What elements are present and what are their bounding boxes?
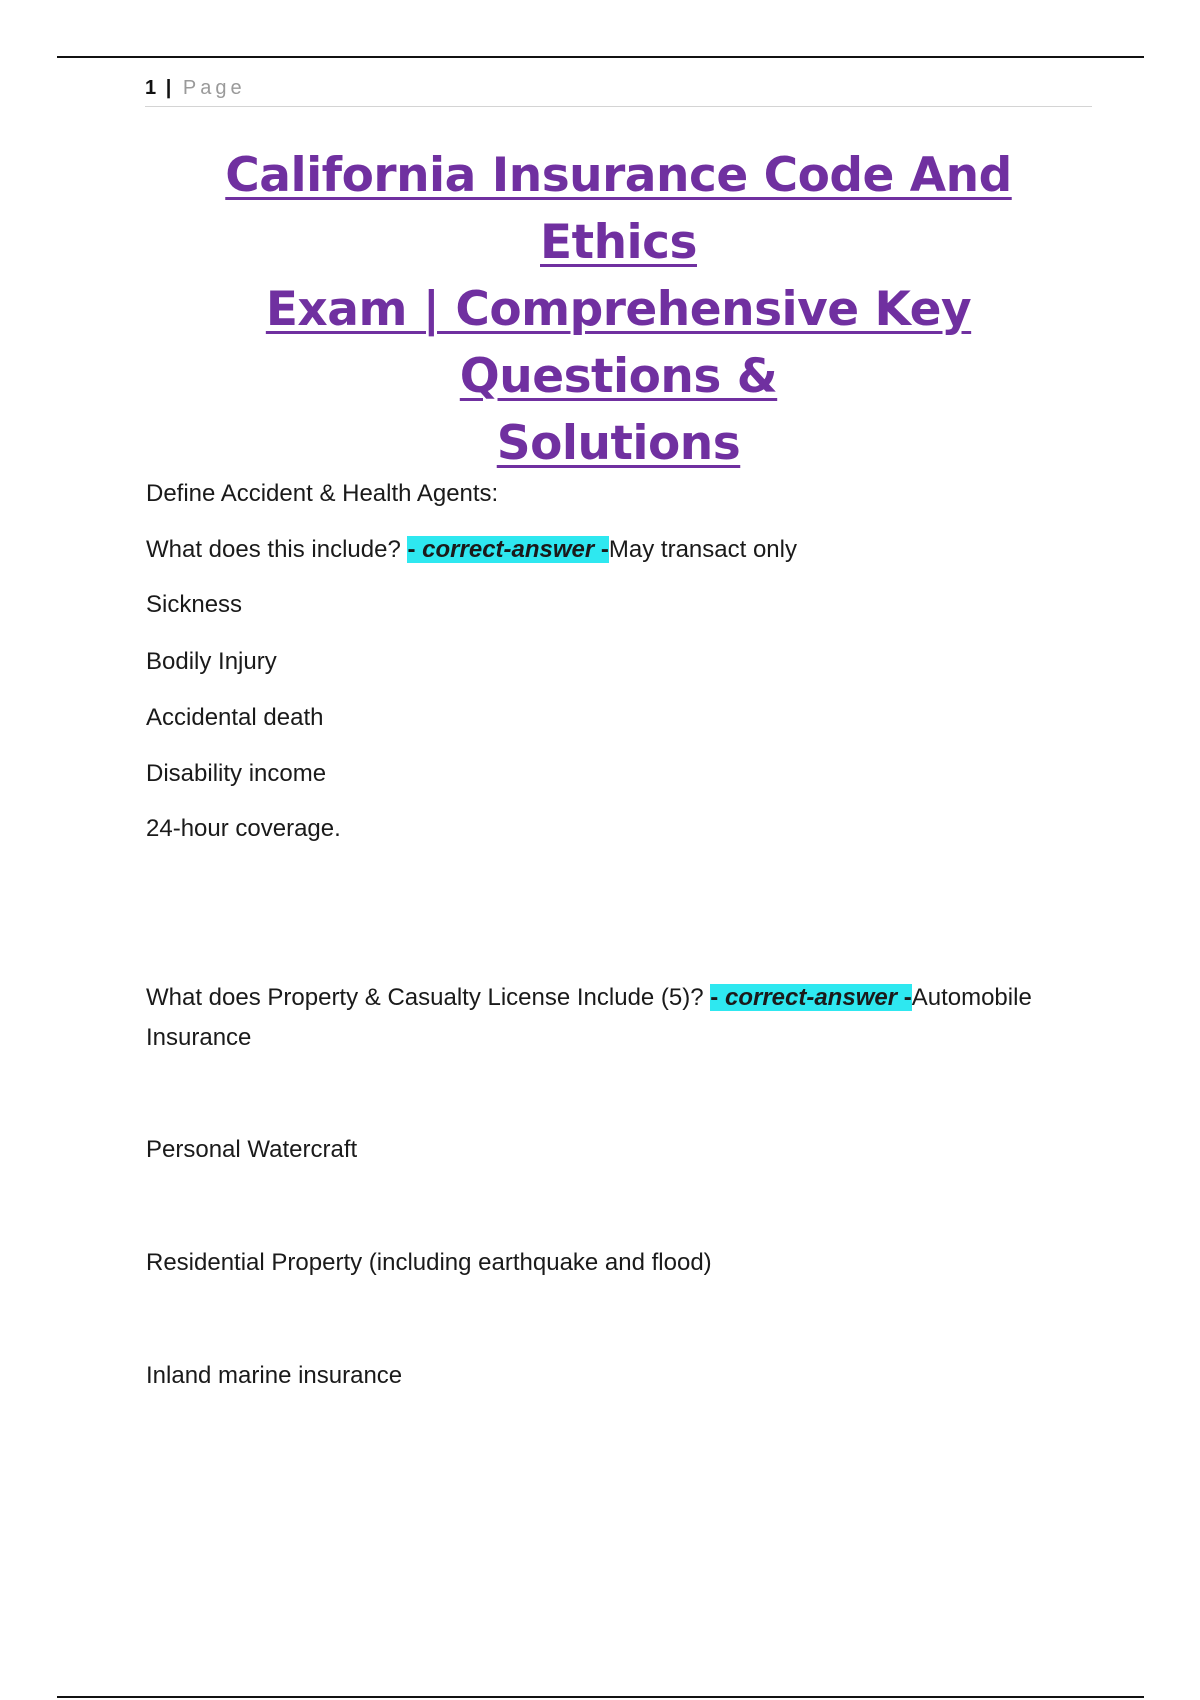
answer-2-line: Personal Watercraft <box>146 1136 358 1163</box>
answer-marker-highlight <box>407 536 608 563</box>
document-title <box>145 142 1092 477</box>
title-line-1: California Insurance Code And Ethics <box>225 148 1012 270</box>
question-1-text: What does this include? <box>146 536 401 563</box>
question-1 <box>146 530 797 570</box>
answer-1-line: 24-hour coverage. <box>146 815 341 842</box>
answer-1-line: Disability income <box>146 760 327 787</box>
page-top-rule <box>57 56 1144 58</box>
answer-2-line: Inland marine insurance <box>146 1362 403 1389</box>
page-bottom-rule <box>57 1696 1144 1698</box>
question-1-intro: Define Accident & Health Agents: <box>146 480 499 507</box>
page-number: 1 <box>145 77 157 99</box>
correct-answer-label: correct-answer <box>422 536 595 563</box>
marker-suffix: - <box>594 536 609 563</box>
answer-1-first: May transact only <box>608 536 797 563</box>
marker-prefix: - <box>710 984 725 1011</box>
question-2 <box>146 978 1092 1058</box>
title-line-2: Exam | Comprehensive Key Questions & <box>265 282 972 404</box>
answer-1-line: Sickness <box>146 591 243 618</box>
correct-answer-label: correct-answer <box>724 984 898 1011</box>
answer-1-line: Bodily Injury <box>146 648 277 675</box>
answer-2-line: Residential Property (including earthquake and flood) <box>146 1249 712 1276</box>
title-line-3: Solutions <box>496 416 741 471</box>
marker-suffix: - <box>897 984 912 1011</box>
answer-2-first: Automobile Insurance <box>146 984 1032 1051</box>
page-header <box>145 74 1092 107</box>
page-label: Page <box>182 77 246 99</box>
answer-marker-highlight <box>710 984 911 1011</box>
question-2-text: What does Property & Casualty License Include (5)? <box>146 984 704 1011</box>
page-separator: | <box>165 77 172 99</box>
marker-prefix: - <box>407 536 423 563</box>
answer-1-line: Accidental death <box>146 704 324 731</box>
